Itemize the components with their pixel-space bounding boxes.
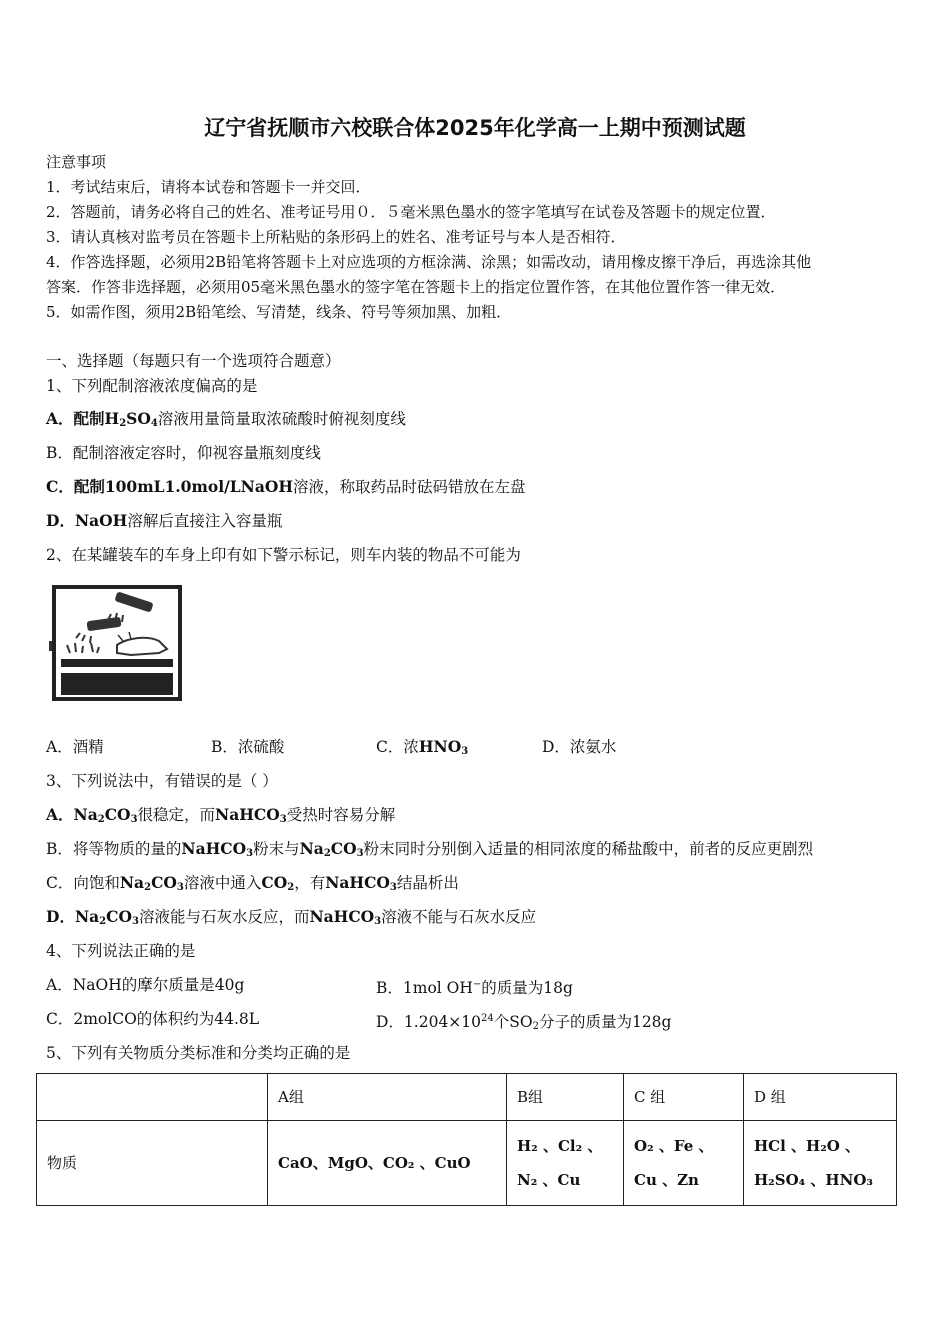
question-4-option-a: A．NaOH的摩尔质量是40g [46, 976, 245, 994]
test-tube-icon [76, 617, 122, 643]
question-2-option-d: D．浓氨水 [542, 738, 617, 756]
classification-table [36, 1073, 897, 1206]
table-header-cell: A组 [268, 1074, 507, 1121]
notice-item: 5．如需作图，须用2B铅笔绘、写清楚，线条、符号等须加黑、加粗． [46, 303, 512, 321]
question-4-option-c: C．2molCO的体积约为44.8L [46, 1010, 260, 1028]
notice-item: 4．作答选择题，必须用2B铅笔将答题卡上对应选项的方框涂满、涂黑；如需改动，请用橡皮擦干净后，再选涂其他 [46, 253, 812, 271]
table-cell: CaO、MgO、CO₂ 、CuO [268, 1121, 507, 1206]
question-1-stem: 1、下列配制溶液浓度偏高的是 [46, 377, 258, 395]
question-1-option-d: D．NaOH溶解后直接注入容量瓶 [46, 511, 283, 530]
hand-icon [117, 632, 167, 655]
question-2-option-a: A．酒精 [46, 738, 104, 756]
table-header-cell: B组 [507, 1074, 624, 1121]
question-3-option-c: C．向饱和$Na_2CO_3$溶液中通入$CO_2$，有NaHCO$_3$结晶析出 [46, 873, 459, 893]
question-4-stem: 4、下列说法正确的是 [46, 942, 196, 960]
corrosive-warning-sign-icon [47, 583, 187, 703]
question-4-option-d: D．$1.204\times 10^{24}$个$SO_2$分子的质量为128g [376, 1013, 672, 1032]
table-row [37, 1121, 897, 1206]
table-row-label: 物质 [37, 1121, 268, 1206]
question-4-option-b: B．1mol OH−的质量为18g [376, 979, 573, 997]
question-1-option-c: C．配制100mL1.0mol/LNaOH溶液，称取药品时砝码错放在左盘 [46, 477, 526, 496]
question-3-stem: 3、下列说法中，有错误的是（ ） [46, 772, 278, 790]
notice-item: 答案．作答非选择题，必须用05毫米黑色墨水的签字笔在答题卡上的指定位置作答，在其他位置作答一律无效． [46, 278, 786, 296]
question-3-option-a: A．$Na_2CO_3$很稳定，而NaHCO$_3$受热时容易分解 [46, 805, 396, 825]
table-cell: O₂ 、Fe 、 Cu 、Zn [624, 1121, 744, 1206]
notice-item: 1．考试结束后，请将本试卷和答题卡一并交回． [46, 178, 371, 196]
question-2-stem: 2、在某罐装车的车身上印有如下警示标记，则车内装的物品不可能为 [46, 546, 521, 564]
question-2-option-c: C．浓$HNO_3$ [376, 737, 469, 757]
notice-heading: 注意事项 [46, 153, 107, 171]
question-1-option-a: A．配制$H_2SO_4$溶液用量筒量取浓硫酸时俯视刻度线 [46, 409, 406, 429]
notice-item: 3．请认真核对监考员在答题卡上所粘贴的条形码上的姓名、准考证号与本人是否相符． [46, 228, 626, 246]
question-3-option-d: D．$Na_2CO_3$溶液能与石灰水反应，而NaHCO$_3$溶液不能与石灰水反应 [46, 907, 537, 927]
table-cell: HCl 、H₂O 、 H₂SO₄ 、HNO₃ [744, 1121, 897, 1206]
table-header-row [37, 1074, 897, 1121]
question-5-stem: 5、下列有关物质分类标准和分类均正确的是 [46, 1044, 351, 1062]
notice-item: 2．答题前，请务必将自己的姓名、准考证号用０．５毫米黑色墨水的签字笔填写在试卷及答题卡的规定位置． [46, 203, 776, 221]
table-header-cell: C 组 [624, 1074, 744, 1121]
section-heading: 一、选择题（每题只有一个选项符合题意） [46, 352, 341, 370]
test-tube-icon [108, 591, 154, 622]
table-header-cell [37, 1074, 268, 1121]
page-title: 辽宁省抚顺市六校联合体2025年化学高一上期中预测试题 [204, 116, 746, 140]
table-header-cell: D 组 [744, 1074, 897, 1121]
question-1-option-b: B．配制溶液定容时，仰视容量瓶刻度线 [46, 444, 321, 462]
question-3-option-b: B．将等物质的量的NaHCO$_3$粉末与$Na_2CO_3$粉末同时分别倒入适量的相同浓度的稀盐酸中，前者的反应更剧烈 [46, 839, 814, 859]
table-cell: H₂ 、Cl₂ 、 N₂ 、Cu [507, 1121, 624, 1206]
question-2-option-b: B．浓硫酸 [211, 738, 285, 756]
